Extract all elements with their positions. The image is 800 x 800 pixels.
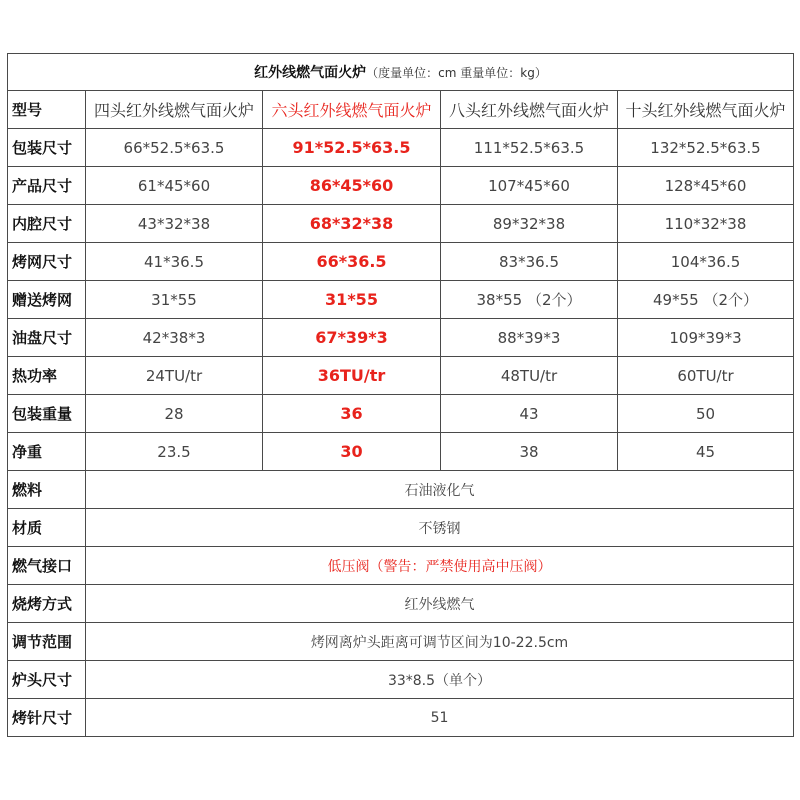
cell-value: 110*32*38 (618, 205, 794, 243)
cell-value: 45 (618, 433, 794, 471)
model-label: 型号 (8, 91, 86, 129)
common-value-warning: 低压阀（警告：严禁使用高中压阀） (86, 547, 794, 585)
common-row (8, 585, 794, 623)
common-row (8, 623, 794, 661)
spec-table (7, 53, 794, 737)
table-row (8, 319, 794, 357)
cell-value: 61*45*60 (86, 167, 263, 205)
row-label: 产品尺寸 (8, 167, 86, 205)
table-row (8, 281, 794, 319)
cell-value: 88*39*3 (441, 319, 618, 357)
cell-value: 104*36.5 (618, 243, 794, 281)
cell-value-highlight: 67*39*3 (263, 319, 441, 357)
cell-value: 43 (441, 395, 618, 433)
common-row (8, 699, 794, 737)
cell-value: 89*32*38 (441, 205, 618, 243)
cell-value: 24TU/tr (86, 357, 263, 395)
common-value: 不锈钢 (86, 509, 794, 547)
cell-value: 111*52.5*63.5 (441, 129, 618, 167)
common-row (8, 547, 794, 585)
row-label: 烧烤方式 (8, 585, 86, 623)
row-label: 内腔尺寸 (8, 205, 86, 243)
row-label: 燃料 (8, 471, 86, 509)
table-row (8, 205, 794, 243)
model-4-head: 四头红外线燃气面火炉 (86, 91, 263, 129)
title-row (8, 54, 794, 91)
cell-value-highlight: 66*36.5 (263, 243, 441, 281)
row-label: 热功率 (8, 357, 86, 395)
row-label: 包装重量 (8, 395, 86, 433)
common-value: 33*8.5（单个） (86, 661, 794, 699)
cell-value: 48TU/tr (441, 357, 618, 395)
cell-value: 50 (618, 395, 794, 433)
title-unit: （度量单位：cm 重量单位：kg） (366, 66, 547, 80)
row-label: 调节范围 (8, 623, 86, 661)
cell-value: 43*32*38 (86, 205, 263, 243)
cell-value: 109*39*3 (618, 319, 794, 357)
common-row (8, 661, 794, 699)
row-label: 烤网尺寸 (8, 243, 86, 281)
row-label: 净重 (8, 433, 86, 471)
common-row (8, 471, 794, 509)
table-row (8, 129, 794, 167)
title-main: 红外线燃气面火炉 (254, 65, 367, 81)
cell-value: 83*36.5 (441, 243, 618, 281)
cell-value: 132*52.5*63.5 (618, 129, 794, 167)
row-label: 包装尺寸 (8, 129, 86, 167)
cell-value-highlight: 68*32*38 (263, 205, 441, 243)
cell-value: 49*55 （2个） (618, 281, 794, 319)
cell-value: 38 (441, 433, 618, 471)
cell-value: 42*38*3 (86, 319, 263, 357)
cell-value: 107*45*60 (441, 167, 618, 205)
cell-value: 31*55 (86, 281, 263, 319)
common-value: 红外线燃气 (86, 585, 794, 623)
row-label: 赠送烤网 (8, 281, 86, 319)
row-label: 炉头尺寸 (8, 661, 86, 699)
cell-value: 28 (86, 395, 263, 433)
common-value: 51 (86, 699, 794, 737)
cell-value-highlight: 31*55 (263, 281, 441, 319)
common-value: 烤网离炉头距离可调节区间为10-22.5cm (86, 623, 794, 661)
row-label: 烤针尺寸 (8, 699, 86, 737)
table-row (8, 167, 794, 205)
table-row (8, 395, 794, 433)
model-6-head: 六头红外线燃气面火炉 (263, 91, 441, 129)
cell-value: 23.5 (86, 433, 263, 471)
model-10-head: 十头红外线燃气面火炉 (618, 91, 794, 129)
cell-value-highlight: 91*52.5*63.5 (263, 129, 441, 167)
row-label: 材质 (8, 509, 86, 547)
row-label: 油盘尺寸 (8, 319, 86, 357)
common-value: 石油液化气 (86, 471, 794, 509)
cell-value-highlight: 30 (263, 433, 441, 471)
cell-value: 38*55 （2个） (441, 281, 618, 319)
cell-value-highlight: 36 (263, 395, 441, 433)
cell-value: 66*52.5*63.5 (86, 129, 263, 167)
table-row (8, 243, 794, 281)
cell-value-highlight: 86*45*60 (263, 167, 441, 205)
cell-value: 128*45*60 (618, 167, 794, 205)
cell-value-highlight: 36TU/tr (263, 357, 441, 395)
model-8-head: 八头红外线燃气面火炉 (441, 91, 618, 129)
table-row (8, 433, 794, 471)
table-title (8, 54, 794, 91)
model-row (8, 91, 794, 129)
common-row (8, 509, 794, 547)
row-label: 燃气接口 (8, 547, 86, 585)
cell-value: 60TU/tr (618, 357, 794, 395)
cell-value: 41*36.5 (86, 243, 263, 281)
table-row (8, 357, 794, 395)
